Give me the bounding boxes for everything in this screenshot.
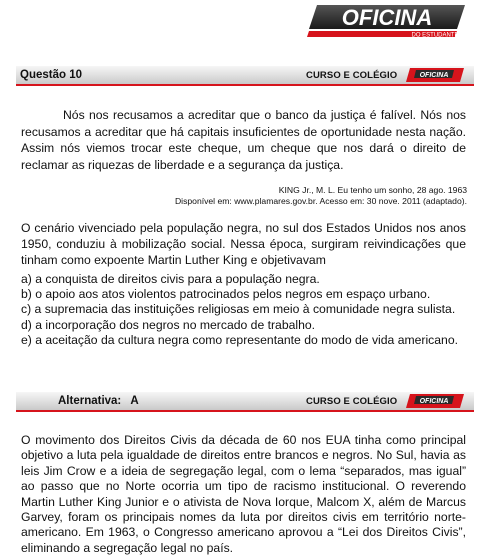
question-label: Questão 10 [20,69,82,81]
quote-paragraph: Nós nos recusamos a acreditar que o banco da justiça é falível. Nós nos recusamos a acreditar que há capitais insuficientes de oportunidade nesta nação. Assim nós viemos trocar este cheque, um cheque que nos dará o direito de reclamar as riquezas de liberdade e a segurança da justiça. [21,108,466,172]
school-label: CURSO E COLÉGIO [306,396,398,407]
option-b: b) o apoio aos atos violentos patrocinados pelos negros em espaço urbano. [21,287,431,302]
option-d: d) a incorporação dos negros no mercado de trabalho. [21,317,316,332]
option-e: e) a aceitação da cultura negra como representante do modo de vida americano. [21,332,458,347]
citation [150,185,467,207]
mini-oficina-logo [406,68,464,82]
option-a: a) a conquista de direitos civis para a população negra. [21,272,320,286]
mini-logo-text: OFICINA [419,398,449,405]
question-stem: O cenário vivenciado pela população negra, no sul dos Estados Unidos nos anos 1950, conduziu à mobilização social. Nessa época, surgiram reivindicações que tinham como expoente Martin Luther King e objetivavam [21,221,466,267]
mini-oficina-logo [406,394,464,408]
mini-logo-text: OFICINA [419,72,449,79]
citation-line-1: KING Jr., M. L. Eu tenho um sonho, 28 ago. 1963 [278,185,467,195]
answer-options [21,272,466,348]
option-c: c) a supremacia das instituições religiosas em meio à comunidade negra sulista. [21,302,456,317]
question-header-bar [16,66,474,86]
answer-header-bar [16,392,474,412]
school-label: CURSO E COLÉGIO [306,70,398,81]
explanation-paragraph: O movimento dos Direitos Civis da década de 60 nos EUA tinha como principal objetivo a luta pela igualdade de direitos entre brancos e negros. No Sul, havia as leis Jim Crow e a ideia de segregação legal, com o lema “separados, mas igual” ao passo que no Norte ocorria um tipo de racismo institucional. O reverendo Martin Luther King Junior e o ativista de Nova Iorque, Malcom X, além de Marcus Garvey, foram os principais nomes da luta por direitos civis em território norte-americano. Em 1963, o Congresso americano aprovou a “Lei dos Direitos Civis”, eliminando a segregação legal no país. [21,433,466,555]
logo-brand-text: OFICINA [341,5,433,30]
logo-sub-text: DO ESTUDANTE [411,32,459,39]
answer-label: Alternativa: A [58,395,139,407]
oficina-logo [307,3,467,41]
citation-line-2: Disponível em: www.plamares.gov.br. Acesso em: 30 nove. 2011 (adaptado). [174,196,467,206]
